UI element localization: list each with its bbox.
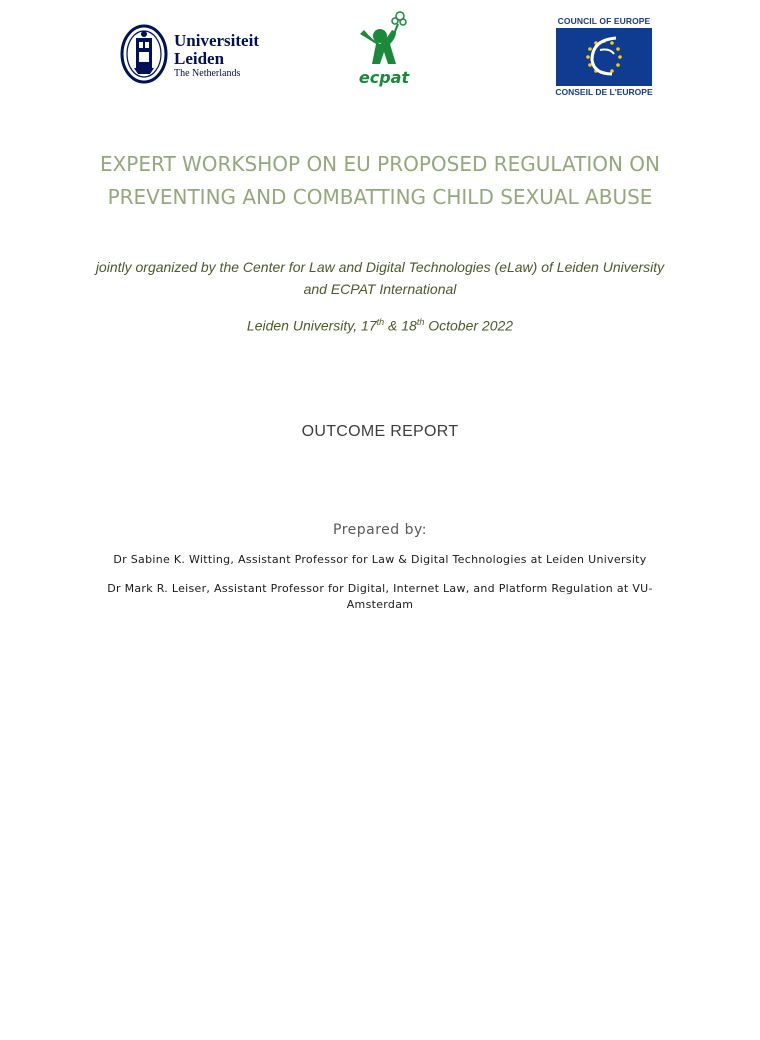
coe-top-label: COUNCIL OF EUROPE (557, 16, 651, 26)
venue-sup-1: th (376, 317, 385, 327)
leiden-wordmark (174, 32, 259, 80)
leiden-seal-icon (120, 24, 168, 84)
author-2-line-1: Dr Mark R. Leiser, Assistant Professor for Digital, Internet Law, and Platform Regulation at VU- (107, 582, 653, 595)
author-2-line-2: Amsterdam (346, 598, 414, 611)
venue-prefix: Leiden University, 17 (246, 317, 377, 334)
venue-date (0, 312, 760, 336)
leiden-line3: The Netherlands (174, 68, 241, 79)
coe-stars-icon (556, 28, 652, 86)
organizer-line-2: and ECPAT International (303, 281, 457, 297)
organizer-line-1: jointly organized by the Center for Law and Digital Technologies (eLaw) of Leiden University (95, 259, 665, 275)
title-line-2: PREVENTING AND COMBATTING CHILD SEXUAL ABUSE (107, 185, 653, 209)
author-2 (0, 581, 760, 613)
ecpat-figure-icon (352, 10, 416, 70)
venue-mid: & 18 (384, 317, 417, 334)
ecpat-logo (352, 10, 416, 90)
venue-sup-2: th (416, 317, 425, 327)
leiden-line1: Universiteit (174, 31, 259, 50)
report-title: OUTCOME REPORT (301, 423, 459, 440)
coe-flag (556, 28, 652, 86)
prepared-by-label: Prepared by: (333, 522, 427, 538)
author-1: Dr Sabine K. Witting, Assistant Professor for Law & Digital Technologies at Leiden University (113, 553, 647, 566)
document-title (0, 148, 760, 214)
leiden-university-logo (120, 24, 270, 86)
council-of-europe-logo (553, 16, 655, 98)
venue-suffix: October 2022 (424, 317, 514, 334)
title-line-1: EXPERT WORKSHOP ON EU PROPOSED REGULATION ON (99, 152, 661, 176)
coe-bottom-label: CONSEIL DE L'EUROPE (555, 87, 653, 97)
leiden-line2: Leiden (174, 49, 225, 68)
ecpat-wordmark: ecpat (358, 68, 410, 87)
organizer-text (0, 256, 760, 300)
